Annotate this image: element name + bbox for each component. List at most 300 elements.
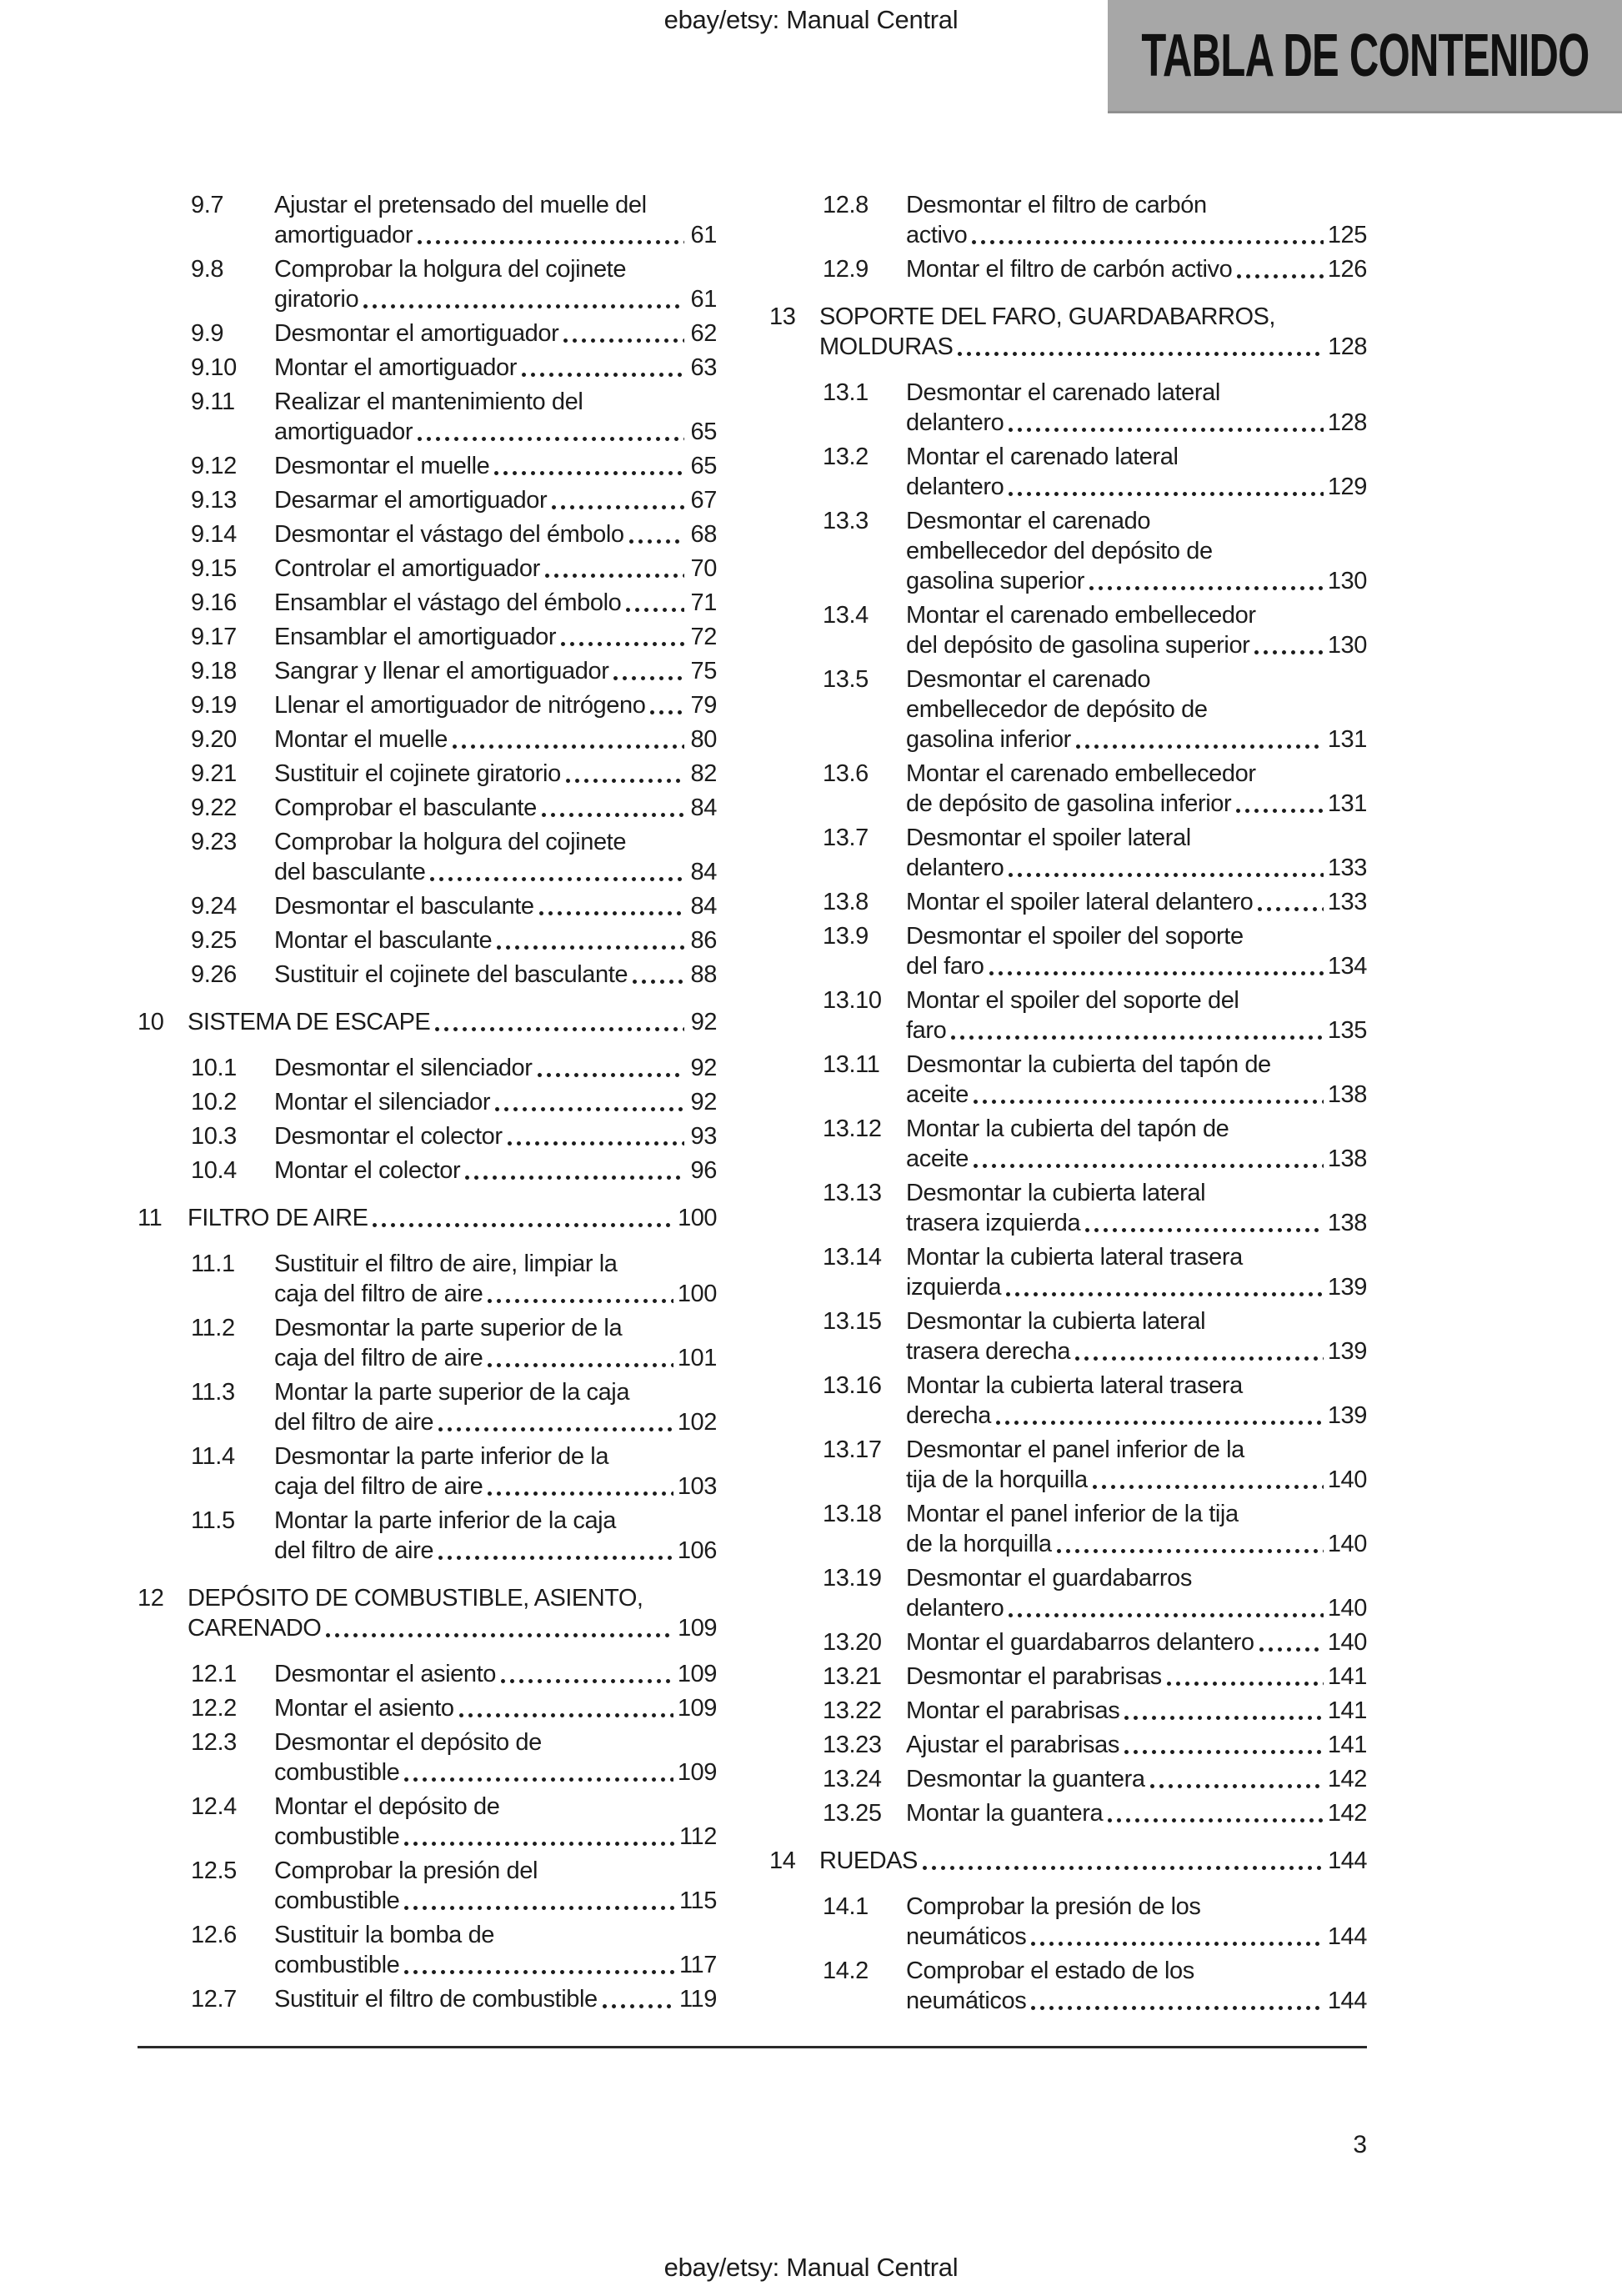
dot-leader [488, 1491, 673, 1496]
entry-text-line: Desmontar la guantera [906, 1766, 1145, 1792]
entry-text-line: Llenar el amortiguador de nitrógeno [274, 692, 646, 719]
toc-entry [138, 1121, 717, 1151]
entry-text-line: Montar el panel inferior de la tija [906, 1501, 1239, 1527]
entry-last-line [274, 1536, 717, 1566]
entry-body [906, 1114, 1367, 1174]
entry-number: 12.4 [191, 1793, 237, 1820]
entry-body [274, 1984, 717, 2014]
toc-entry [138, 1053, 717, 1083]
entry-page-number: 144 [1327, 1923, 1367, 1950]
entry-text-line: delantero [906, 409, 1004, 436]
entry-text-line: Montar el carenado embellecedor [906, 602, 1256, 629]
toc-entry [769, 1178, 1367, 1238]
dot-leader [326, 1633, 673, 1637]
entry-text-line: Ensamblar el amortiguador [274, 624, 557, 650]
toc-banner [1108, 0, 1622, 113]
entry-last-line [274, 1343, 717, 1373]
entry-body [906, 1050, 1367, 1110]
entry-page-number: 80 [690, 726, 717, 753]
page-footer-title: ebay/etsy: Manual Central [663, 2253, 959, 2282]
dot-leader [453, 744, 684, 749]
entry-last-line [906, 1764, 1367, 1794]
dot-leader [1167, 1682, 1324, 1686]
entry-body [906, 1662, 1367, 1692]
entry-text-line: Montar la guantera [906, 1800, 1104, 1827]
entry-page-number: 100 [677, 1281, 717, 1307]
toc-entry [138, 554, 717, 584]
entry-number: 12.3 [191, 1729, 237, 1756]
entry-page-number: 119 [678, 1986, 717, 2013]
entry-text-line: delantero [906, 855, 1004, 881]
toc-entry [138, 759, 717, 789]
dot-leader [465, 1176, 684, 1180]
entry-text-line: Desmontar el parabrisas [906, 1663, 1162, 1690]
toc-entry [769, 378, 1367, 438]
entry-body [906, 921, 1367, 981]
entry-last-line [906, 1208, 1367, 1238]
entry-page-number: 138 [1327, 1145, 1367, 1172]
entry-body [274, 451, 717, 481]
entry-text-line: Desmontar el filtro de carbón [906, 192, 1207, 218]
entry-last-line [906, 1144, 1367, 1174]
entry-body [274, 656, 717, 686]
entry-number: 14 [769, 1847, 796, 1874]
dot-leader [373, 1223, 673, 1227]
toc-entry [769, 664, 1367, 754]
entry-last-line [274, 1757, 717, 1787]
entry-text-line: trasera izquierda [906, 1210, 1081, 1236]
entry-number: 13.25 [823, 1800, 882, 1827]
entry-number: 9.24 [191, 893, 237, 920]
dot-leader [435, 1027, 684, 1031]
entry-text-line: Montar la parte superior de la caja [274, 1379, 630, 1406]
toc-entry [138, 588, 717, 618]
entry-number: 11.4 [191, 1443, 235, 1470]
entry-text-line: delantero [906, 1595, 1004, 1622]
entry-text-line: delantero [906, 474, 1004, 500]
entry-text-line: Comprobar la presión del [274, 1857, 538, 1884]
entry-page-number: 100 [678, 1205, 717, 1231]
entry-number: 10.2 [191, 1089, 237, 1115]
entry-number: 13.22 [823, 1697, 882, 1724]
entry-body [274, 387, 717, 447]
entry-body [906, 1764, 1367, 1794]
dot-leader [996, 1421, 1324, 1425]
entry-text-line: giratorio [274, 286, 359, 313]
toc-entry [138, 793, 717, 823]
dot-leader [923, 1866, 1324, 1870]
toc-entry [138, 254, 717, 314]
toc-entry [769, 1696, 1367, 1726]
toc-entry [769, 1563, 1367, 1623]
toc-entry [769, 1114, 1367, 1174]
entry-text-line: RUEDAS [819, 1847, 918, 1874]
entry-number: 9.16 [191, 589, 237, 616]
toc-entry [138, 1792, 717, 1852]
entry-page-number: 61 [690, 222, 717, 248]
entry-text-line: Montar el spoiler del soporte del [906, 987, 1239, 1014]
dot-leader [552, 505, 684, 509]
entry-page-number: 75 [690, 658, 717, 684]
entry-last-line [274, 519, 717, 549]
entry-body [906, 1435, 1367, 1495]
dot-leader [404, 1970, 675, 1974]
dot-leader [1009, 492, 1323, 496]
entry-last-line [906, 1465, 1367, 1495]
entry-last-line [906, 853, 1367, 883]
entry-last-line [274, 417, 717, 447]
entry-last-line [906, 1730, 1367, 1760]
entry-text-line: Sangrar y llenar el amortiguador [274, 658, 609, 684]
entry-last-line [906, 951, 1367, 981]
dot-leader [418, 437, 684, 441]
toc-entry [138, 318, 717, 348]
entry-page-number: 112 [678, 1823, 717, 1850]
entry-text-line: faro [906, 1017, 947, 1044]
toc-entry [138, 451, 717, 481]
entry-text-line: Montar el muelle [274, 726, 448, 753]
entry-number: 13.5 [823, 666, 869, 693]
dot-leader [497, 945, 684, 950]
entry-number: 10 [138, 1009, 164, 1035]
entry-last-line [906, 724, 1367, 754]
dot-leader [613, 676, 684, 680]
entry-last-line [906, 1336, 1367, 1366]
entry-text-line: gasolina inferior [906, 726, 1071, 753]
entry-number: 13.17 [823, 1436, 882, 1463]
entry-text-line: Desmontar el guardabarros [906, 1565, 1193, 1592]
entry-body [819, 302, 1367, 362]
dot-leader [1009, 428, 1323, 432]
dot-leader [626, 608, 684, 612]
toc-column-left [138, 190, 717, 2018]
entry-page-number: 106 [677, 1537, 717, 1564]
entry-text-line: Desarmar el amortiguador [274, 487, 548, 514]
entry-body [274, 1249, 717, 1309]
entry-number: 9.21 [191, 760, 237, 787]
toc-section-entry [769, 1846, 1367, 1876]
dot-leader [603, 2004, 675, 2008]
entry-page-number: 63 [690, 354, 717, 381]
entry-page-number: 126 [1327, 256, 1367, 283]
entry-number: 9.13 [191, 487, 237, 514]
entry-page-number: 61 [690, 286, 717, 313]
toc-entry [138, 1984, 717, 2014]
dot-leader [1009, 1613, 1323, 1617]
entry-page-number: 109 [678, 1615, 717, 1642]
entry-text-line: CARENADO [188, 1615, 322, 1642]
dot-leader [958, 352, 1324, 356]
entry-page-number: 140 [1327, 1595, 1367, 1622]
dot-leader [404, 1777, 673, 1782]
entry-last-line [274, 588, 717, 618]
entry-text-line: combustible [274, 1887, 400, 1914]
entry-text-line: Realizar el mantenimiento del [274, 389, 583, 415]
toc-entry [138, 1156, 717, 1186]
entry-last-line [906, 254, 1367, 284]
entry-body [906, 254, 1367, 284]
entry-page-number: 129 [1327, 474, 1367, 500]
entry-page-number: 82 [690, 760, 717, 787]
entry-last-line [274, 857, 717, 887]
dot-leader [1057, 1549, 1324, 1553]
entry-page-number: 130 [1327, 632, 1367, 659]
entry-body [274, 690, 717, 720]
entry-body [906, 1371, 1367, 1431]
toc-entry [769, 442, 1367, 502]
entry-body [906, 1306, 1367, 1366]
dot-leader [1259, 1647, 1324, 1652]
entry-number: 13.4 [823, 602, 869, 629]
entry-body [274, 724, 717, 754]
entry-last-line [906, 630, 1367, 660]
entry-body [819, 1846, 1367, 1876]
toc-entry [138, 1313, 717, 1373]
entry-number: 12.1 [191, 1661, 237, 1687]
entry-last-line [274, 451, 717, 481]
toc-column-right [769, 190, 1367, 2020]
dot-leader [1076, 744, 1324, 749]
toc-entry [138, 1377, 717, 1437]
entry-text-line: del filtro de aire [274, 1537, 434, 1564]
entry-last-line [906, 1015, 1367, 1045]
entry-text-line: Comprobar el basculante [274, 795, 537, 821]
toc-entry [769, 1764, 1367, 1794]
entry-body [906, 442, 1367, 502]
entry-last-line [188, 1203, 717, 1233]
toc-entry [138, 387, 717, 447]
dot-leader [545, 574, 684, 578]
toc-entry [769, 1499, 1367, 1559]
entry-text-line: Montar el asiento [274, 1695, 454, 1722]
entry-page-number: 92 [690, 1089, 717, 1115]
entry-number: 13.19 [823, 1565, 882, 1592]
entry-text-line: caja del filtro de aire [274, 1281, 483, 1307]
entry-text-line: neumáticos [906, 1988, 1027, 2014]
dot-leader [1124, 1716, 1323, 1720]
entry-last-line [274, 759, 717, 789]
entry-text-line: Montar la parte inferior de la caja [274, 1507, 616, 1534]
entry-last-line [274, 554, 717, 584]
entry-text-line: caja del filtro de aire [274, 1345, 483, 1371]
entry-text-line: Desmontar el panel inferior de la [906, 1436, 1244, 1463]
toc-section-entry [138, 1007, 717, 1037]
entry-text-line: trasera derecha [906, 1338, 1071, 1365]
entry-page-number: 70 [690, 555, 717, 582]
entry-text-line: Comprobar la presión de los [906, 1893, 1201, 1920]
toc-entry [138, 1856, 717, 1916]
entry-text-line: Desmontar la parte superior de la [274, 1315, 623, 1341]
dot-leader [488, 1363, 673, 1367]
dot-leader [1031, 1942, 1324, 1946]
toc-entry [138, 827, 717, 887]
entry-last-line [274, 724, 717, 754]
entry-number: 13.11 [823, 1051, 880, 1078]
entry-text-line: amortiguador [274, 419, 413, 445]
dot-leader [494, 471, 684, 475]
dot-leader [501, 1679, 673, 1683]
entry-number: 10.3 [191, 1123, 237, 1150]
entry-text-line: derecha [906, 1402, 991, 1429]
entry-body [906, 378, 1367, 438]
entry-body [906, 1956, 1367, 2016]
footer-rule [138, 2046, 1367, 2048]
entry-number: 13.9 [823, 923, 869, 950]
dot-leader [1237, 274, 1323, 278]
dot-leader [363, 304, 684, 308]
entry-page-number: 125 [1327, 222, 1367, 248]
dot-leader [459, 1713, 673, 1717]
entry-number: 9.19 [191, 692, 237, 719]
entry-body [906, 1730, 1367, 1760]
entry-body [906, 1696, 1367, 1726]
entry-number: 11.5 [191, 1507, 235, 1534]
entry-last-line [906, 1922, 1367, 1952]
entry-number: 14.1 [823, 1893, 869, 1920]
toc-entry [138, 1920, 717, 1980]
entry-text-line: Desmontar la cubierta lateral [906, 1180, 1206, 1206]
entry-page-number: 92 [690, 1009, 717, 1035]
entry-page-number: 141 [1327, 1732, 1367, 1758]
entry-text-line: Sustituir el filtro de combustible [274, 1986, 598, 2013]
entry-text-line: DEPÓSITO DE COMBUSTIBLE, ASIENTO, [188, 1585, 643, 1612]
entry-body [274, 190, 717, 250]
entry-text-line: Ajustar el pretensado del muelle del [274, 192, 647, 218]
entry-text-line: Desmontar la parte inferior de la [274, 1443, 609, 1470]
entry-last-line [906, 1593, 1367, 1623]
entry-text-line: Montar el filtro de carbón activo [906, 256, 1233, 283]
entry-text-line: combustible [274, 1823, 400, 1850]
entry-last-line [906, 408, 1367, 438]
entry-page-number: 92 [690, 1055, 717, 1081]
entry-text-line: Montar el guardabarros delantero [906, 1629, 1254, 1656]
entry-text-line: Desmontar el carenado lateral [906, 379, 1220, 406]
entry-text-line: Montar el colector [274, 1157, 461, 1184]
entry-text-line: Desmontar el basculante [274, 893, 534, 920]
entry-text-line: Desmontar el amortiguador [274, 320, 559, 347]
dot-leader [404, 1906, 675, 1910]
entry-text-line: combustible [274, 1759, 400, 1786]
entry-page-number: 103 [677, 1473, 717, 1500]
entry-body [274, 318, 717, 348]
entry-last-line [274, 1156, 717, 1186]
entry-page-number: 72 [690, 624, 717, 650]
entry-text-line: Desmontar el muelle [274, 453, 490, 479]
entry-last-line [274, 1279, 717, 1309]
entry-page-number: 133 [1327, 855, 1367, 881]
entry-text-line: Montar la cubierta lateral trasera [906, 1372, 1243, 1399]
entry-last-line [274, 1407, 717, 1437]
entry-last-line [274, 1886, 717, 1916]
page-number: 3 [1353, 2131, 1367, 2158]
entry-last-line [274, 960, 717, 990]
entry-page-number: 139 [1327, 1338, 1367, 1365]
entry-text-line: MOLDURAS [819, 333, 954, 360]
entry-text-line: Desmontar el colector [274, 1123, 503, 1150]
entry-last-line [274, 793, 717, 823]
entry-text-line: Desmontar el asiento [274, 1661, 497, 1687]
entry-last-line [274, 220, 717, 250]
entry-body [274, 1920, 717, 1980]
toc-entry [138, 353, 717, 383]
entry-body [906, 190, 1367, 250]
dot-leader [650, 710, 684, 714]
entry-body [274, 1506, 717, 1566]
entry-number: 9.18 [191, 658, 237, 684]
entry-page-number: 135 [1327, 1017, 1367, 1044]
entry-number: 9.11 [191, 389, 235, 415]
entry-page-number: 139 [1327, 1402, 1367, 1429]
entry-page-number: 102 [677, 1409, 717, 1436]
entry-body [274, 1856, 717, 1916]
dot-leader [972, 240, 1323, 244]
entry-page-number: 71 [690, 589, 717, 616]
entry-body [274, 759, 717, 789]
toc-entry [769, 1798, 1367, 1828]
toc-entry [138, 656, 717, 686]
entry-last-line [906, 566, 1367, 596]
toc-entry [769, 1435, 1367, 1495]
toc-entry [769, 1371, 1367, 1431]
entry-last-line [906, 1798, 1367, 1828]
entry-number: 13.6 [823, 760, 869, 787]
entry-number: 10.1 [191, 1055, 237, 1081]
entry-text-line: de depósito de gasolina inferior [906, 790, 1232, 817]
dot-leader [1108, 1818, 1324, 1822]
entry-text-line: Desmontar la cubierta del tapón de [906, 1051, 1271, 1078]
entry-text-line: SISTEMA DE ESCAPE [188, 1009, 431, 1035]
entry-page-number: 131 [1327, 790, 1367, 817]
entry-last-line [906, 220, 1367, 250]
entry-body [274, 519, 717, 549]
entry-body [906, 506, 1367, 596]
entry-page-number: 140 [1327, 1629, 1367, 1656]
toc-section-entry [138, 1203, 717, 1233]
entry-text-line: gasolina superior [906, 568, 1085, 594]
entry-body [906, 664, 1367, 754]
entry-number: 13.15 [823, 1308, 882, 1335]
entry-page-number: 144 [1328, 1847, 1367, 1874]
entry-number: 13.2 [823, 444, 869, 470]
entry-page-number: 84 [690, 893, 717, 920]
entry-last-line [906, 1986, 1367, 2016]
dot-leader [495, 1107, 684, 1111]
page-header-title: ebay/etsy: Manual Central [663, 5, 959, 34]
entry-body [274, 485, 717, 515]
entry-last-line [274, 690, 717, 720]
toc-entry [769, 1627, 1367, 1657]
dot-leader [1150, 1784, 1324, 1788]
entry-last-line [274, 1087, 717, 1117]
toc-entry [769, 759, 1367, 819]
entry-number: 13.13 [823, 1180, 882, 1206]
entry-text-line: Montar el silenciador [274, 1089, 491, 1115]
toc-entry [138, 1249, 717, 1309]
entry-text-line: del basculante [274, 859, 426, 885]
dot-leader [974, 1164, 1324, 1168]
toc-entry [769, 600, 1367, 660]
entry-text-line: Montar el basculante [274, 927, 493, 954]
entry-body [906, 823, 1367, 883]
entry-text-line: embellecedor de depósito de [906, 696, 1208, 723]
entry-number: 9.15 [191, 555, 237, 582]
entry-page-number: 142 [1327, 1766, 1367, 1792]
entry-number: 13.7 [823, 825, 869, 851]
entry-body [274, 1792, 717, 1852]
dot-leader [1031, 2006, 1324, 2010]
entry-last-line [906, 1080, 1367, 1110]
entry-text-line: Montar el parabrisas [906, 1697, 1120, 1724]
